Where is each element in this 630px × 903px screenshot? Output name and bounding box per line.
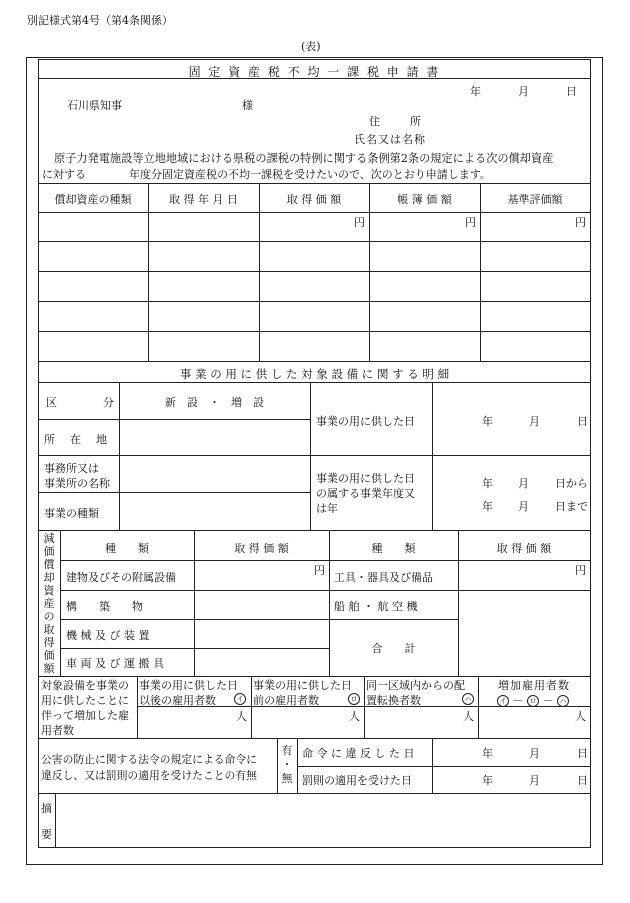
minus-sign: － [512, 694, 524, 707]
emp-col-d-1: 増加雇用者数 [498, 679, 570, 692]
addressee: 石川県知事 [67, 99, 122, 112]
service-year-label-2: の属する事業年度又 [316, 487, 415, 500]
col-kind-right: 種 類 [371, 542, 416, 555]
form-title: 固 定 資 産 税 不 均 一 課 税 申 請 書 [188, 65, 441, 79]
emp-col-d-formula [497, 692, 569, 708]
facility-title: 事 業 の 用 に 供 し た 対 象 設 備 に 関 す る 明 細 [179, 367, 450, 381]
yen-unit: 円 [314, 564, 325, 577]
pollution-label-2: 違反し、又は罰則の適用を受けたことの有無 [41, 769, 257, 782]
category-label-a: 区 [46, 396, 57, 409]
emp-col-c-1: 同一区域内からの配 [366, 679, 465, 692]
emp-left-2: 用に供したことに [41, 694, 129, 707]
item-tools: 工具・器具及び備品 [334, 571, 433, 584]
new-expansion: 新 設 ・ 増 設 [165, 396, 264, 409]
penalty-month: 月 [529, 774, 540, 787]
business-type-label: 事業の種類 [44, 507, 99, 520]
service-year-label-3: は年 [316, 502, 338, 515]
remarks-char-2: 要 [41, 828, 52, 841]
emp-col-c-2: 置転換者数 [366, 694, 421, 707]
assets-header-book: 帳 簿 価 額 [397, 193, 452, 206]
service-date-month: 月 [529, 415, 540, 428]
item-machinery: 機 械 及 び 装 置 [66, 629, 150, 642]
service-year-label-1: 事業の用に供した日 [316, 472, 415, 485]
marker-i: イ [234, 693, 246, 705]
emp-left-3: 伴って増加した雇 [41, 709, 129, 722]
office-label-1: 事務所又は [44, 462, 99, 475]
penalty-label: 罰則の適用を受けた日 [302, 774, 412, 787]
to-month: 月 [518, 500, 529, 513]
side-label: (表) [301, 40, 321, 53]
date-month: 月 [518, 85, 529, 98]
depreciable-side-label: 減 価 償 却 資 産 の 取 得 価 額 [43, 532, 55, 675]
marker-ro: ロ [527, 695, 539, 707]
yes-no: 有 ・ 無 [281, 744, 293, 785]
item-ships: 船 舶 ・ 航 空 機 [334, 600, 418, 613]
unit-people: 人 [463, 710, 474, 723]
order-violation-label: 命 令 に 違 反 し た 日 [302, 747, 415, 760]
yen-unit: 円 [354, 216, 365, 229]
date-year: 年 [470, 85, 481, 98]
col-price-left: 取 得 価 額 [234, 542, 289, 555]
marker-ha: ハ [557, 695, 569, 707]
unit-people: 人 [575, 710, 586, 723]
address-label-1: 住 [369, 115, 380, 128]
body-line-2a: に対する [42, 168, 86, 181]
item-buildings: 建物及びその附属設備 [66, 571, 176, 584]
marker-ro: ロ [348, 693, 360, 705]
day-from: 日から [555, 477, 588, 490]
order-month: 月 [529, 747, 540, 760]
service-date-year: 年 [482, 415, 493, 428]
form-id: 別記様式第4号（第4条関係） [27, 14, 173, 27]
emp-left-1: 対象設備を事業の [41, 679, 129, 692]
address-label-2: 所 [410, 115, 421, 128]
total-label: 合 計 [371, 642, 416, 655]
col-kind-left: 種 類 [105, 542, 149, 555]
emp-col-b-1: 事業の用に供した日 [253, 679, 352, 692]
minus-sign: － [542, 694, 554, 707]
honorific: 様 [242, 99, 253, 112]
yen-unit: 円 [575, 564, 586, 577]
emp-left-4: 用者数 [41, 724, 74, 737]
yen-unit: 円 [575, 216, 586, 229]
body-line-1: 原子力発電施設等立地地域における県税の課税の特例に関する条例第2条の規定による次の償却資産 [54, 152, 554, 165]
assets-header-date: 取 得 年 月 日 [169, 193, 238, 206]
assets-header-price: 取 得 価 額 [286, 193, 342, 206]
penalty-day: 日 [577, 774, 588, 787]
name-label: 氏名又は名称 [354, 133, 426, 146]
remarks-char-1: 摘 [41, 802, 52, 815]
unit-people: 人 [236, 710, 247, 723]
emp-col-a-2: 以後の雇用者数 [139, 694, 216, 707]
emp-col-b-2: 前の雇用者数 [253, 694, 319, 707]
penalty-year: 年 [482, 774, 493, 787]
service-date-day: 日 [577, 415, 588, 428]
from-month: 月 [518, 477, 529, 490]
assets-header-base: 基準評価額 [507, 193, 563, 206]
order-day: 日 [577, 747, 588, 760]
from-year: 年 [482, 477, 493, 490]
assets-header-kind: 償却資産の種類 [54, 193, 132, 206]
order-year: 年 [482, 747, 493, 760]
category-label-b: 分 [103, 396, 114, 409]
date-day: 日 [566, 85, 577, 98]
day-to: 日まで [555, 500, 588, 513]
item-vehicles: 車 両 及 び 運 搬 具 [66, 657, 164, 670]
office-label-2: 事業所の名称 [44, 477, 110, 490]
yen-unit: 円 [465, 216, 476, 229]
unit-people: 人 [349, 710, 360, 723]
to-year: 年 [482, 500, 493, 513]
marker-i: イ [497, 695, 509, 707]
location-label: 所 在 地 [44, 433, 109, 446]
service-date-label: 事業の用に供した日 [316, 415, 415, 428]
emp-col-a-1: 事業の用に供した日 [139, 679, 238, 692]
item-structures: 構 築 物 [66, 600, 143, 613]
body-line-2b: 年度分固定資産税の不均一課税を受けたいので、次のとおり申請します。 [129, 168, 491, 181]
col-price-right: 取 得 価 額 [496, 542, 552, 555]
marker-ha: ハ [462, 693, 474, 705]
pollution-label-1: 公害の防止に関する法令の規定による命令に [41, 753, 257, 766]
